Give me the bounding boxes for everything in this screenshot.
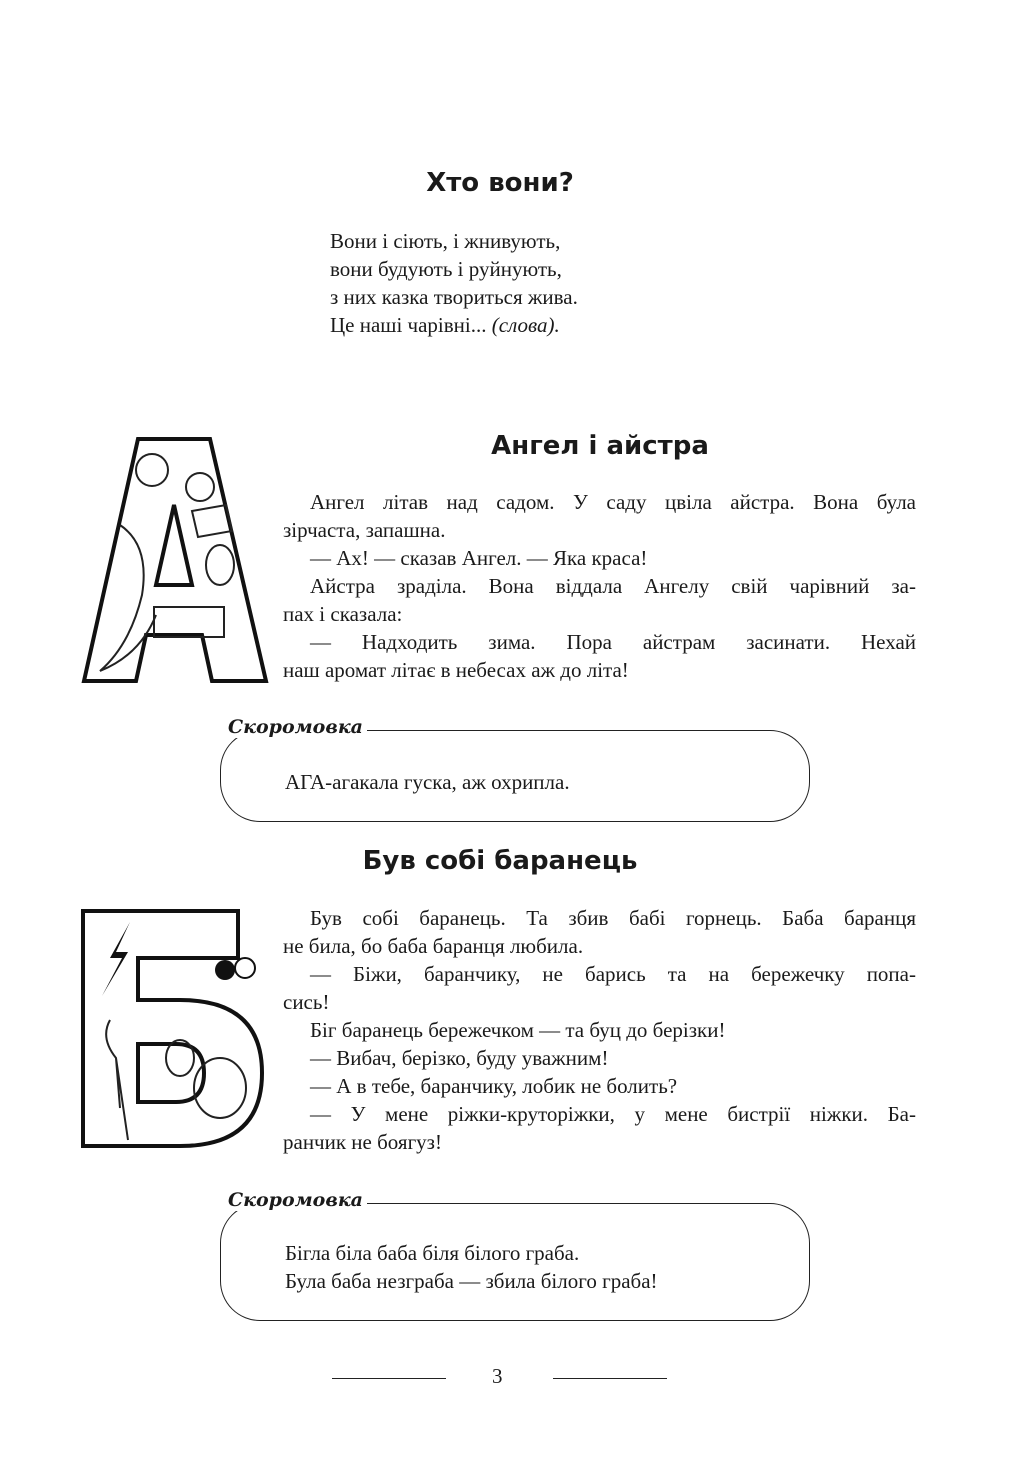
story-line: — Ах! — сказав Ангел. — Яка краса! [310, 546, 648, 570]
riddle-line: Вони і сіють, і жнивують, [330, 229, 561, 253]
story-line: Був собі баранець. Та збив бабі горнець. Баба баранця [310, 906, 916, 930]
story-line: — Вибач, берізко, буду уважним! [310, 1046, 609, 1070]
story-line: Біг баранець бережечком — та буц до берізки! [310, 1018, 726, 1042]
story-line: Ангел літав над садом. У саду цвіла айстра. Вона була [310, 490, 916, 514]
riddle-line: вони будують і руйнують, [330, 257, 562, 281]
page-number: 3 [492, 1364, 503, 1388]
story-line: наш аромат літає в небесах аж до літа! [283, 658, 629, 682]
riddle-line: з них казка твориться жива. [330, 285, 578, 309]
tongue-twister-label: Скоромовка [228, 1189, 367, 1211]
story-line: ранчик не боягуз! [283, 1130, 442, 1154]
tongue-twister-line: Була баба незграба — збила білого граба! [285, 1269, 658, 1293]
story-line: не била, бо баба баранця любила. [283, 934, 584, 958]
story-line: — У мене ріжки-круторіжки, у мене бистрії ніжки. Ба- [310, 1102, 916, 1126]
footer-rule-right [553, 1378, 667, 1379]
letter-b-illustration [80, 908, 266, 1150]
footer-rule-left [332, 1378, 446, 1379]
tongue-twister-line: АГА-агакала гуска, аж охрипла. [285, 770, 570, 794]
story-line: пах і сказала: [283, 602, 403, 626]
story-line: — Біжи, баранчику, не барись та на бережечку попа- [310, 962, 916, 986]
riddle-last-line: Це наші чарівні... [330, 313, 492, 337]
story-line: — А в тебе, баранчику, лобик не болить? [310, 1074, 678, 1098]
story-line: — Надходить зима. Пора айстрам засинати. Нехай [310, 630, 916, 654]
story-line: зірчаста, запашна. [283, 518, 446, 542]
letter-a-illustration [80, 435, 270, 687]
riddle-title: Хто вони? [426, 168, 574, 198]
story-line: сись! [283, 990, 330, 1014]
story-b-title: Був собі баранець [362, 846, 638, 876]
story-a-title: Ангел і айстра [491, 431, 709, 461]
riddle-answer: (слова). [491, 313, 560, 337]
tongue-twister-line: Бігла біла баба біля білого граба. [285, 1241, 580, 1265]
tongue-twister-label: Скоромовка [228, 716, 367, 738]
story-line: Айстра зраділа. Вона віддала Ангелу свій чарівний за- [310, 574, 916, 598]
riddle-line [330, 311, 560, 339]
